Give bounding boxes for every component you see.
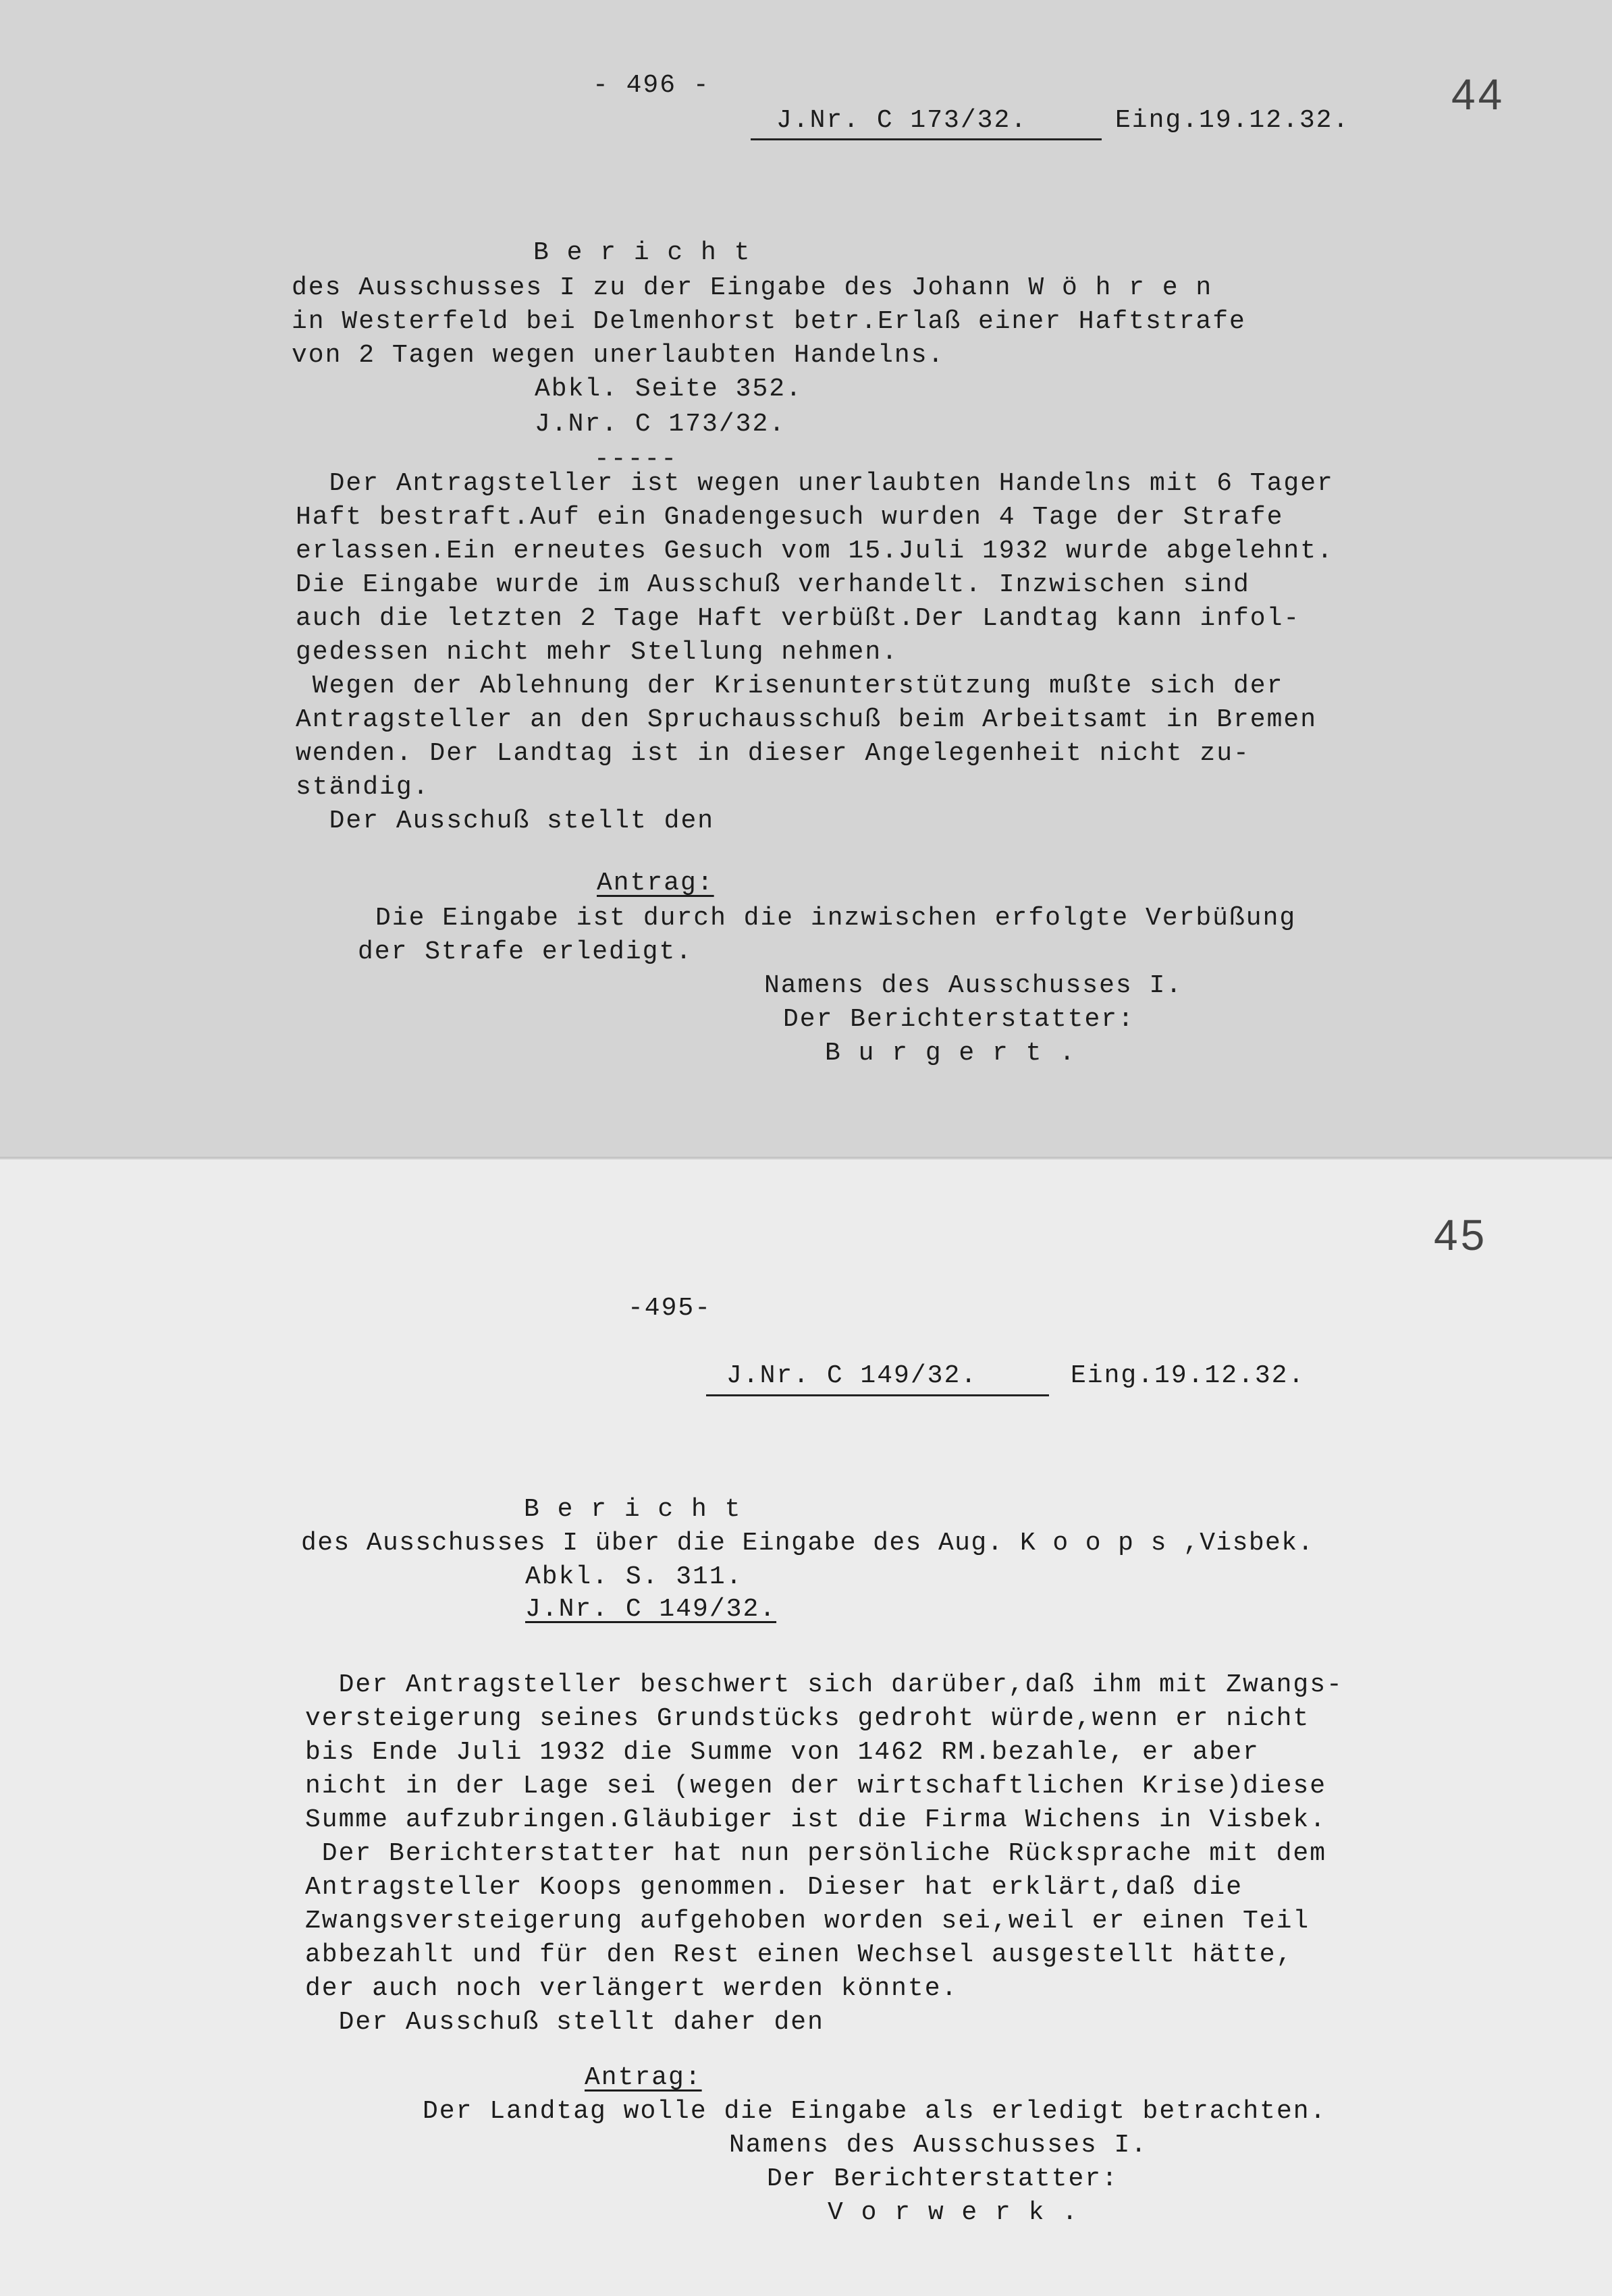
divider: -----: [594, 445, 678, 474]
journal-underline: [706, 1394, 1049, 1396]
body-line: erlassen.Ein erneutes Gesuch vom 15.Juli 1932 wurde abgelehnt.: [296, 537, 1334, 566]
journal-underline: [751, 138, 1102, 140]
antrag-heading: Antrag:: [585, 2063, 702, 2092]
abkl-reference: Abkl. Seite 352.: [535, 375, 803, 404]
received-date: Eing.19.12.32.: [1071, 1361, 1306, 1390]
body-line: nicht in der Lage sei (wegen der wirtschaftlichen Krise)diese: [305, 1772, 1327, 1801]
signature-name: B u r g e r t .: [825, 1039, 1077, 1068]
antrag-text: Der Landtag wolle die Eingabe als erledigt betrachten.: [423, 2097, 1327, 2126]
body-line: bis Ende Juli 1932 die Summe von 1462 RM.bezahle, er aber: [305, 1738, 1260, 1767]
body-line: gedessen nicht mehr Stellung nehmen.: [296, 638, 898, 667]
received-date: Eing.19.12.32.: [1115, 106, 1350, 135]
body-line: Die Eingabe wurde im Ausschuß verhandelt. Inzwischen sind: [296, 570, 1250, 599]
folio-number: 45: [1434, 1211, 1488, 1259]
body-line: Antragsteller Koops genommen. Dieser hat erklärt,daß die: [305, 1873, 1243, 1902]
body-line: Der Ausschuß stellt den: [296, 807, 715, 836]
body-line: Wegen der Ablehnung der Krisenunterstützung mußte sich der: [296, 672, 1284, 701]
subject-line: des Ausschusses I zu der Eingabe des Johann W ö h r e n: [292, 273, 1213, 302]
abkl-reference: Abkl. S. 311.: [525, 1562, 743, 1591]
subject-line: von 2 Tagen wegen unerlaubten Handelns.: [292, 341, 945, 370]
body-line: Summe aufzubringen.Gläubiger ist die Firma Wichens in Visbek.: [305, 1805, 1327, 1834]
folio-number: 44: [1451, 70, 1505, 119]
page-number: - 496 -: [593, 71, 710, 100]
body-line: abbezahlt und für den Rest einen Wechsel ausgestellt hätte,: [305, 1940, 1293, 1969]
antrag-text: der Strafe erledigt.: [358, 937, 693, 966]
report-title: B e r i c h t: [524, 1495, 742, 1524]
report-title: B e r i c h t: [533, 238, 751, 267]
body-line: auch die letzten 2 Tage Haft verbüßt.Der Landtag kann infol-: [296, 604, 1301, 633]
journal-number: J.Nr. C 173/32.: [776, 106, 1028, 135]
signature-role: Der Berichterstatter:: [767, 2164, 1119, 2193]
body-line: Antragsteller an den Spruchausschuß beim Arbeitsamt in Bremen: [296, 705, 1318, 734]
subject-line: in Westerfeld bei Delmenhorst betr.Erlaß einer Haftstrafe: [292, 307, 1246, 336]
journal-reference: J.Nr. C 173/32.: [535, 410, 786, 439]
body-line: Der Berichterstatter hat nun persönliche Rücksprache mit dem: [305, 1839, 1327, 1868]
signature-committee: Namens des Ausschusses I.: [729, 2131, 1148, 2160]
page-number: -495-: [628, 1294, 712, 1323]
subject-line: des Ausschusses I über die Eingabe des Aug. K o o p s ,Visbek.: [301, 1529, 1314, 1558]
journal-reference: J.Nr. C 149/32.: [525, 1595, 777, 1624]
body-line: wenden. Der Landtag ist in dieser Angelegenheit nicht zu-: [296, 739, 1250, 768]
signature-committee: Namens des Ausschusses I.: [764, 971, 1183, 1000]
body-line: Haft bestraft.Auf ein Gnadengesuch wurden 4 Tage der Strafe: [296, 503, 1284, 532]
report-sheet-495: [0, 1159, 1612, 2296]
body-line: Der Ausschuß stellt daher den: [305, 2008, 824, 2037]
signature-role: Der Berichterstatter:: [783, 1005, 1135, 1034]
body-line: Zwangsversteigerung aufgehoben worden sei,weil er einen Teil: [305, 1907, 1310, 1936]
body-line: der auch noch verlängert werden könnte.: [305, 1974, 959, 2003]
antrag-heading: Antrag:: [597, 869, 714, 898]
journal-number: J.Nr. C 149/32.: [726, 1361, 978, 1390]
antrag-text: Die Eingabe ist durch die inzwischen erfolgte Verbüßung: [375, 904, 1297, 933]
body-line: ständig.: [296, 773, 430, 802]
body-line: Der Antragsteller beschwert sich darüber,daß ihm mit Zwangs-: [305, 1670, 1343, 1699]
signature-name: V o r w e r k .: [828, 2198, 1079, 2227]
body-line: Der Antragsteller ist wegen unerlaubten Handelns mit 6 Tager: [296, 469, 1334, 498]
body-line: versteigerung seines Grundstücks gedroht würde,wenn er nicht: [305, 1704, 1310, 1733]
